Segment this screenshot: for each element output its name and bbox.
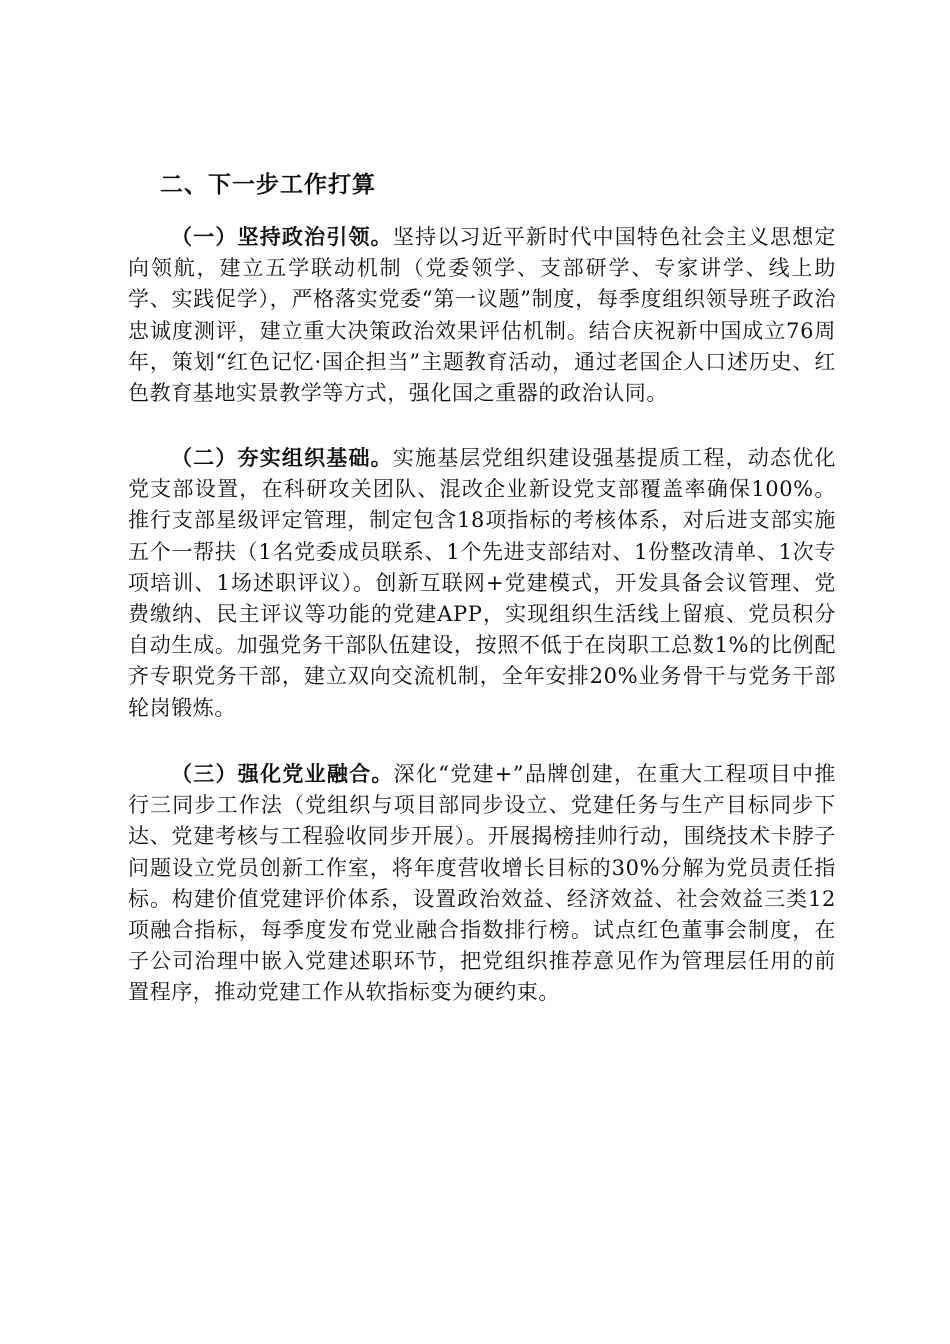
paragraph-political-leadership — [128, 222, 836, 409]
paragraph-lead: （二）夯实组织基础。 — [171, 446, 393, 470]
paragraph-lead: （三）强化党业融合。 — [171, 762, 394, 786]
paragraph-text: 实施基层党组织建设强基提质工程，动态优化党支部设置，在科研攻关团队、混改企业新设党支部覆盖率确保100%。推行支部星级评定管理，制定包含18项指标的考核体系，对后进支部实施五个一帮扶（1名党委成员联系、1个先进支部结对、1份整改清单、1次专项培训、1场述职评议）。创新互联网+党建模式，开发具备会议管理、党费缴纳、民主评议等功能的党建APP，实现组织生活线上留痕、党员积分自动生成。加强党务干部队伍建设，按照不低于在岗职工总数1%的比例配齐专职党务干部，建立双向交流机制，全年安排20%业务骨干与党务干部轮岗锻炼。 — [128, 446, 837, 720]
paragraph-text: 坚持以习近平新时代中国特色社会主义思想定向领航，建立五学联动机制（党委领学、支部研学、专家讲学、线上助学、实践促学），严格落实党委“第一议题”制度，每季度组织领导班子政治忠诚度测评，建立重大决策政治效果评估机制。结合庆祝新中国成立76周年，策划“红色记忆·国企担当”主题教育活动，通过老国企人口述历史、红色教育基地实景教学等方式，强化国之重器的政治认同。 — [128, 225, 837, 406]
paragraph-lead: （一）坚持政治引领。 — [171, 225, 393, 249]
paragraph-party-business-integration — [128, 759, 836, 1009]
section-heading: 二、下一步工作打算 — [160, 172, 376, 198]
paragraph-organization-foundation — [128, 443, 836, 724]
paragraph-text: 深化“党建+”品牌创建，在重大工程项目中推行三同步工作法（党组织与项目部同步设立、党建任务与生产目标同步下达、党建考核与工程验收同步开展）。开展揭榜挂帅行动，围绕技术卡脖子问题设立党员创新工作室，将年度营收增长目标的30%分解为党员责任指标。构建价值党建评价体系，设置政治效益、经济效益、社会效益三类12项融合指标，每季度发布党业融合指数排行榜。试点红色董事会制度，在子公司治理中嵌入党建述职环节，把党组织推荐意见作为管理层任用的前置程序，推动党建工作从软指标变为硬约束。 — [128, 762, 837, 1005]
